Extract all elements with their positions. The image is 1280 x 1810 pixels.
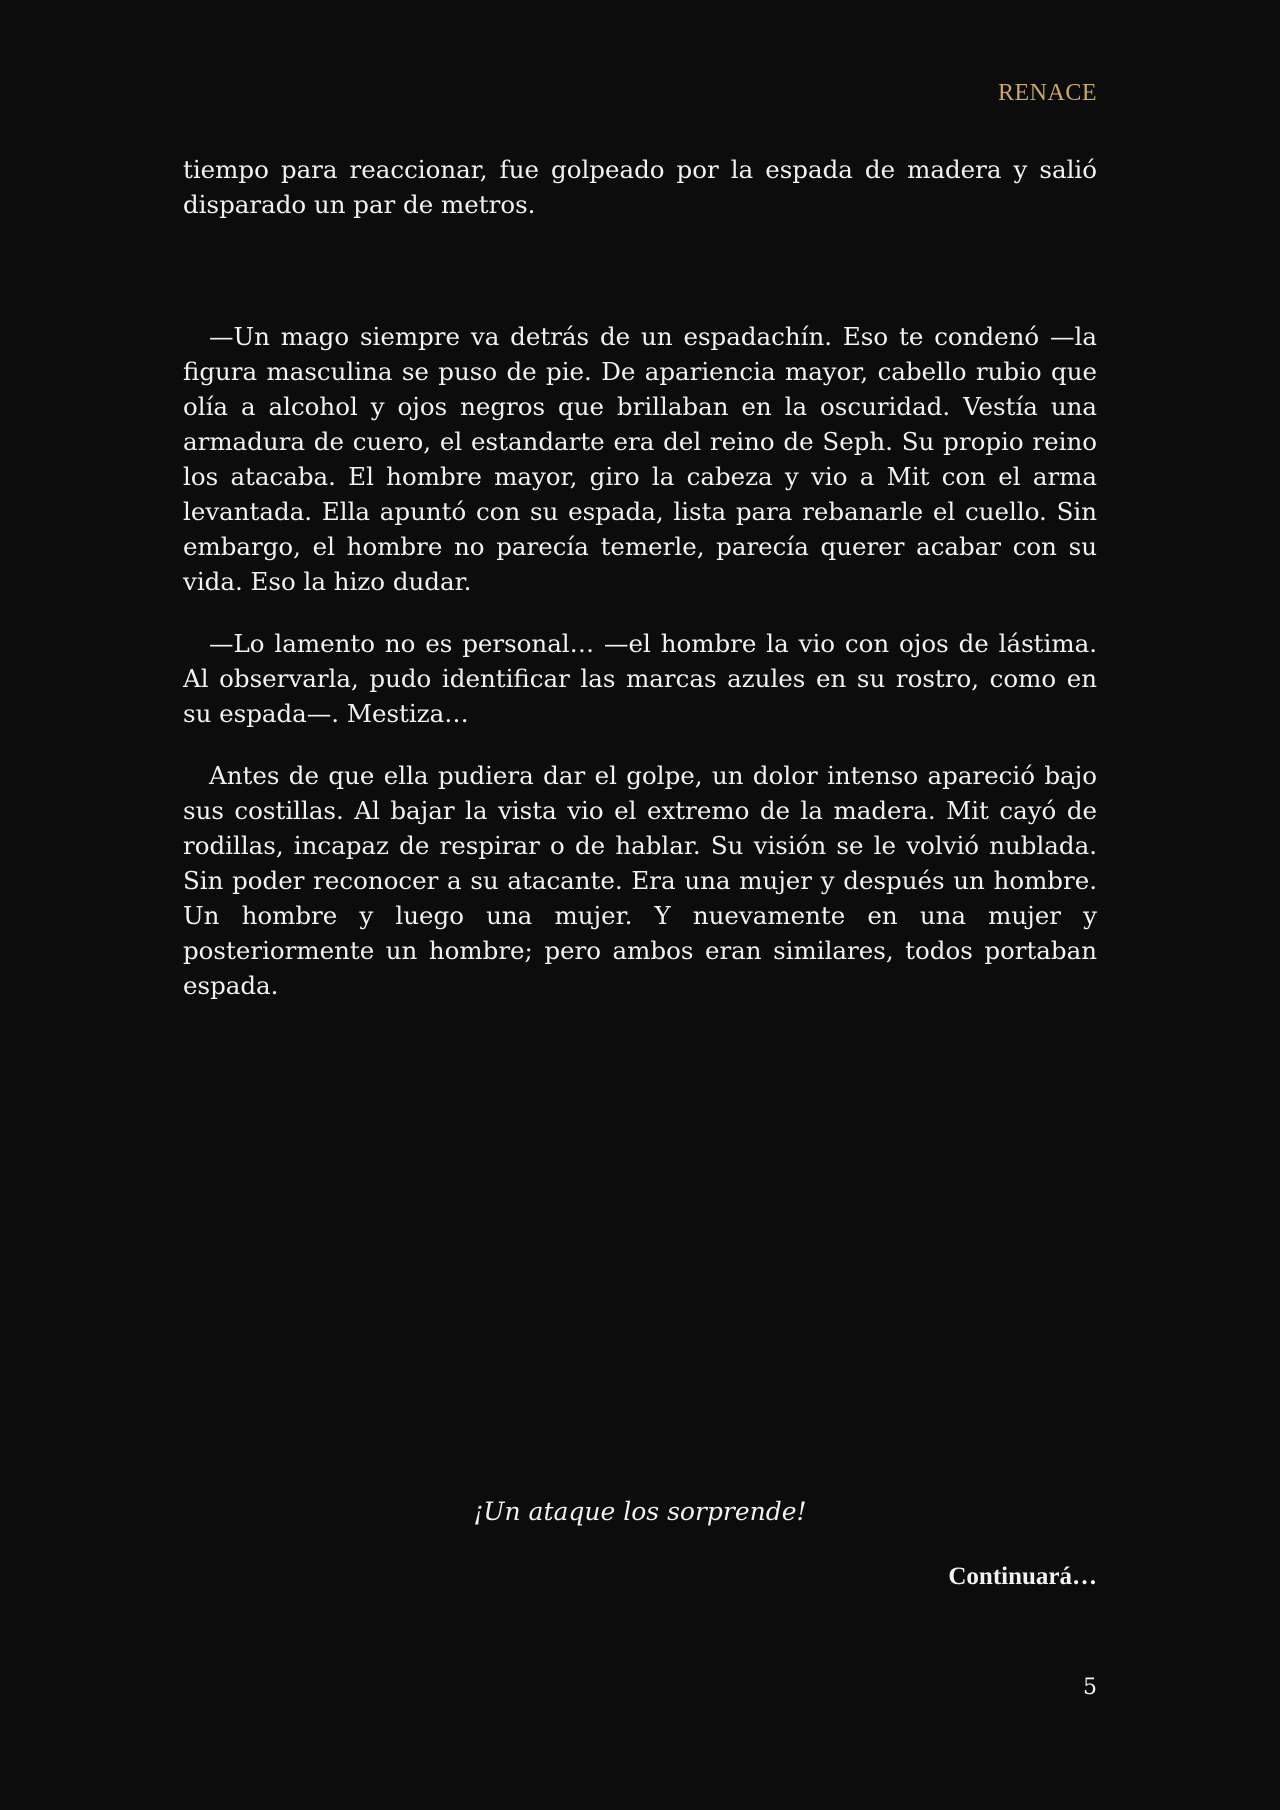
chapter-teaser: ¡Un ataque los sorprende! [473,1497,807,1526]
paragraph-1: tiempo para reaccionar, fue golpeado por la espada de madera y salió disparado un par de metros. [183,155,1097,219]
paragraph-3: —Lo lamento no es personal… —el hombre la vio con ojos de lástima. Al observarla, pudo identificar las marcas azules en su rostro, como en su espada—. Mestiza… [183,629,1097,728]
page-number: 5 [1083,1675,1097,1700]
to-be-continued: Continuará… [948,1563,1097,1590]
running-title: RENACE [998,80,1097,106]
body-text [183,152,1097,1030]
paragraph-4: Antes de que ella pudiera dar el golpe, un dolor intenso apareció bajo sus costillas. Al bajar la vista vio el extremo de la madera. Mit cayó de rodillas, incapaz de respirar o de hablar. Su visión se le volvió nublada. Sin poder reconocer a su atacante. Era una mujer y después un hombre. Un hombre y luego una mujer. Y nuevamente en una mujer y posteriormente un hombre; pero ambos eran similares, todos portaban espada. [183,761,1097,1000]
paragraph-2: —Un mago siempre va detrás de un espadachín. Eso te condenó —la figura masculina se puso de pie. De apariencia mayor, cabello rubio que olía a alcohol y ojos negros que brillaban en la oscuridad. Vestía una armadura de cuero, el estandarte era del reino de Seph. Su propio reino los atacaba. El hombre mayor, giro la cabeza y vio a Mit con el arma levantada. Ella apuntó con su espada, lista para rebanarle el cuello. Sin embargo, el hombre no parecía temerle, parecía querer acabar con su vida. Eso la hizo dudar. [183,322,1097,596]
